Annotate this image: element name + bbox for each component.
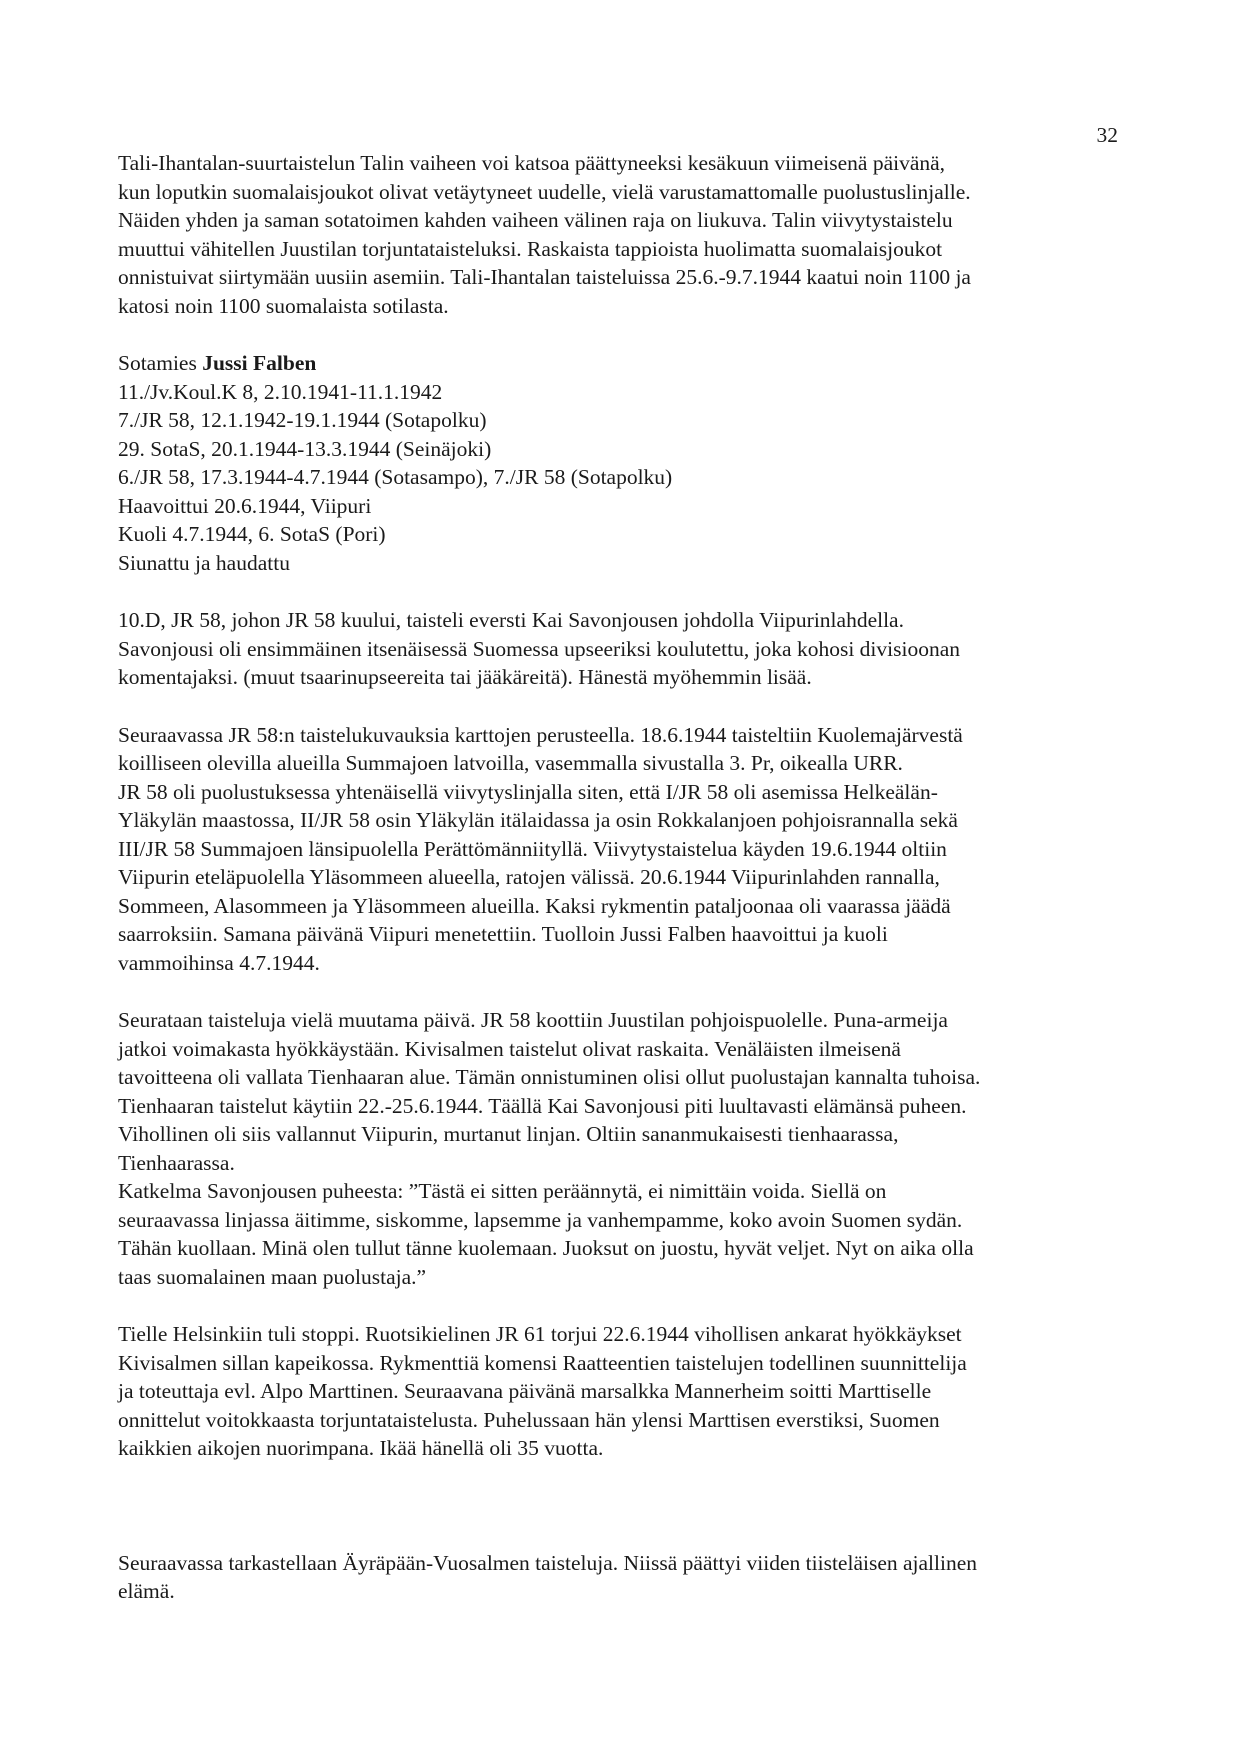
paragraph-spacer [118, 577, 1128, 606]
text-line: saarroksiin. Samana päivänä Viipuri menetettiin. Tuolloin Jussi Falben haavoittui ja kuoli [118, 922, 888, 946]
text-line: Seurataan taisteluja vielä muutama päivä. JR 58 koottiin Juustilan pohjoispuolelle. Puna-armeija [118, 1008, 948, 1032]
service-entry: Haavoittui 20.6.1944, Viipuri [118, 493, 372, 518]
service-entry: Kuoli 4.7.1944, 6. SotaS (Pori) [118, 522, 386, 546]
paragraph-kivisalmi [118, 1320, 1128, 1463]
paragraph-spacer [118, 977, 1128, 1006]
text-line: Kivisalmen sillan kapeikossa. Rykmenttiä komensi Raatteentien taistelujen todellinen suunnittelija [118, 1350, 967, 1375]
text-line: katosi noin 1100 suomalaista sotilasta. [118, 293, 449, 318]
text-line: onnistuivat siirtymään uusiin asemiin. Tali-Ihantalan taisteluissa 25.6.-9.7.1944 kaatui noin 1100 ja [118, 265, 971, 289]
service-entry: 7./JR 58, 12.1.1942-19.1.1944 (Sotapolku) [118, 408, 487, 432]
text-line: Tienhaaran taistelut käytiin 22.-25.6.1944. Täällä Kai Savonjousi piti luultavasti elämänsä puheen. [118, 1093, 967, 1118]
text-line: Tienhaarassa. [118, 1150, 235, 1175]
text-line: Katkelma Savonjousen puheesta: ”Tästä ei sitten peräännytä, ei nimittäin voida. Siellä on [118, 1179, 887, 1203]
soldier-name: Jussi Falben [202, 351, 317, 375]
paragraph-tali-ihantala [118, 149, 1128, 320]
text-line: Savonjousi oli ensimmäinen itsenäisessä Suomessa upseeriksi koulutettu, joka kohosi divisioonan [118, 636, 961, 661]
paragraph-battle-description [118, 721, 1128, 978]
text-line: III/JR 58 Summajoen länsipuolella Perättömänniityllä. Viivytystaistelua käyden 19.6.1944 oltiin [118, 836, 947, 861]
text-line: kun loputkin suomalaisjoukot olivat vetäytyneet uudelle, vielä varustamattomalle puolustuslinjalle. [118, 179, 971, 204]
text-line: kaikkien aikojen nuorimpana. Ikää hänellä oli 35 vuotta. [118, 1436, 604, 1460]
paragraph-tienhaara [118, 1006, 1128, 1291]
soldier-record [118, 349, 1128, 577]
text-line: elämä. [118, 1579, 175, 1603]
paragraph-savonjousi [118, 606, 1128, 692]
soldier-heading [118, 349, 1128, 378]
text-line: Seuraavassa JR 58:n taistelukuvauksia karttojen perusteella. 18.6.1944 taisteltiin Kuolemajärvestä [118, 722, 963, 747]
page-number: 32 [1096, 123, 1118, 147]
text-line: vammoihinsa 4.7.1944. [118, 950, 320, 975]
text-line: koilliseen olevilla alueilla Summajoen latvoilla, vasemmalla sivustalla 3. Pr, oikealla URR. [118, 751, 903, 775]
text-line: Tali-Ihantalan-suurtaistelun Talin vaiheen voi katsoa päättyneeksi kesäkuun viimeisenä päivänä, [118, 151, 946, 175]
text-line: taas suomalainen maan puolustaja.” [118, 1264, 427, 1289]
paragraph-spacer [118, 692, 1128, 721]
text-line: muuttui vähitellen Juustilan torjuntataisteluksi. Raskaista tappioista huolimatta suomalaisjoukot [118, 236, 943, 261]
text-line: onnittelut voitokkaasta torjuntataistelusta. Puhelussaan hän ylensi Marttisen everstiksi, Suomen [118, 1407, 940, 1432]
text-line: 10.D, JR 58, johon JR 58 kuului, taisteli eversti Kai Savonjousen johdolla Viipurinlahdella. [118, 608, 904, 632]
text-line: Viipurin eteläpuolella Yläsommeen alueella, ratojen välissä. 20.6.1944 Viipurinlahden rannalla, [118, 865, 940, 889]
paragraph-spacer [118, 1291, 1128, 1320]
text-line: ja toteuttaja evl. Alpo Marttinen. Seuraavana päivänä marsalkka Mannerheim soitti Marttiselle [118, 1379, 932, 1403]
service-entry: 11./Jv.Koul.K 8, 2.10.1941-11.1.1942 [118, 379, 443, 404]
text-line: Tähän kuollaan. Minä olen tullut tänne kuolemaan. Juoksut on juostu, hyvät veljet. Nyt on aika olla [118, 1236, 974, 1260]
document-body [118, 149, 1128, 1606]
text-line: seuraavassa linjassa äitimme, siskomme, lapsemme ja vanhempamme, koko avoin Suomen sydän. [118, 1207, 963, 1232]
text-line: Vihollinen oli siis vallannut Viipurin, murtanut linjan. Oltiin sananmukaisesti tienhaarassa, [118, 1122, 899, 1146]
paragraph-spacer [118, 1463, 1128, 1549]
text-line: Seuraavassa tarkastellaan Äyräpään-Vuosalmen taisteluja. Niissä päättyi viiden tiisteläisen ajallinen [118, 1550, 978, 1575]
text-line: Sommeen, Alasommeen ja Yläsommeen alueilla. Kaksi rykmentin pataljoonaa oli vaarassa jäädä [118, 893, 951, 918]
text-line: jatkoi voimakasta hyökkäystään. Kivisalmen taistelut olivat raskaita. Venäläisten ilmeisenä [118, 1036, 901, 1061]
paragraph-ayrapaa [118, 1549, 1128, 1606]
text-line: Tielle Helsinkiin tuli stoppi. Ruotsikielinen JR 61 torjui 22.6.1944 vihollisen ankarat hyökkäykset [118, 1322, 962, 1346]
service-entry: 6./JR 58, 17.3.1944-4.7.1944 (Sotasampo), 7./JR 58 (Sotapolku) [118, 465, 673, 489]
service-entry: 29. SotaS, 20.1.1944-13.3.1944 (Seinäjoki) [118, 436, 492, 461]
text-line: komentajaksi. (muut tsaarinupseereita tai jääkäreitä). Hänestä myöhemmin lisää. [118, 665, 812, 689]
text-line: JR 58 oli puolustuksessa yhtenäisellä viivytyslinjalla siten, että I/JR 58 oli asemissa Helkeälän- [118, 779, 938, 804]
text-line: Yläkylän maastossa, II/JR 58 osin Yläkylän itälaidassa ja osin Rokkalanjoen pohjoisrannalla sekä [118, 808, 958, 832]
soldier-rank: Sotamies [118, 351, 203, 375]
service-entry: Siunattu ja haudattu [118, 550, 290, 575]
text-line: tavoitteena oli vallata Tienhaaran alue. Tämän onnistuminen olisi ollut puolustajan kannalta tuhoisa. [118, 1065, 981, 1089]
paragraph-spacer [118, 320, 1128, 349]
text-line: Näiden yhden ja saman sotatoimen kahden vaiheen välinen raja on liukuva. Talin viivytystaistelu [118, 208, 953, 232]
